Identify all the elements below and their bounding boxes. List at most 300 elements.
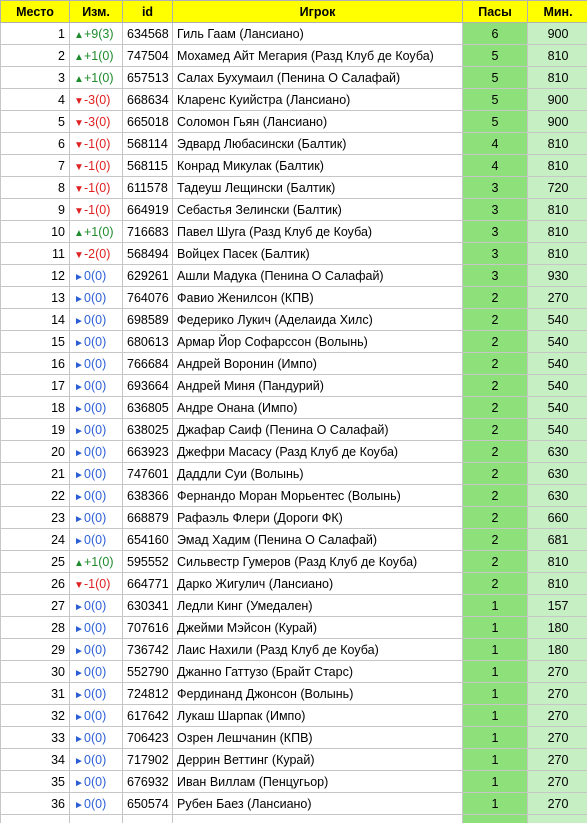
cell-change[interactable] xyxy=(70,573,123,595)
triangle-right-icon: ► xyxy=(74,535,84,547)
cell-change[interactable] xyxy=(70,529,123,551)
cell-change[interactable] xyxy=(70,199,123,221)
cell-minutes[interactable]: 810 xyxy=(528,45,587,67)
cell-change[interactable] xyxy=(70,243,123,265)
cell-pos[interactable]: 11 xyxy=(1,243,70,265)
cell-id[interactable]: 629261 xyxy=(123,265,173,287)
cell-change[interactable] xyxy=(70,309,123,331)
triangle-right-icon: ► xyxy=(74,469,84,481)
change-value: 0(0) xyxy=(84,378,107,393)
cell-player[interactable]: Гиль Гаам (Лансиано) xyxy=(173,23,463,45)
triangle-right-icon: ► xyxy=(74,601,84,613)
cell-passes[interactable]: 3 xyxy=(463,265,528,287)
change-value: -3(0) xyxy=(84,114,111,129)
cell-change[interactable] xyxy=(70,463,123,485)
triangle-right-icon: ► xyxy=(74,293,84,305)
cell-player[interactable]: Рафаэль Флери (Дороги ФК) xyxy=(173,507,463,529)
cell-minutes[interactable]: 540 xyxy=(528,375,587,397)
cell-pos[interactable]: 9 xyxy=(1,199,70,221)
triangle-down-icon: ▼ xyxy=(74,95,84,107)
cell-minutes[interactable]: 270 xyxy=(528,661,587,683)
table-row xyxy=(1,331,587,353)
change-value: 0(0) xyxy=(84,422,107,437)
change-value: -1(0) xyxy=(84,180,111,195)
cell-player[interactable]: Фавио Женилсон (КПВ) xyxy=(173,287,463,309)
cell-pos[interactable]: 24 xyxy=(1,529,70,551)
change-value: -1(0) xyxy=(84,136,111,151)
cell-id[interactable]: 650574 xyxy=(123,793,173,815)
header-pos[interactable]: Место xyxy=(1,1,70,23)
cell-minutes[interactable]: 270 xyxy=(528,727,587,749)
table-row xyxy=(1,155,587,177)
change-value: 0(0) xyxy=(84,686,107,701)
cell-pos[interactable]: 13 xyxy=(1,287,70,309)
cell-id[interactable]: 663923 xyxy=(123,441,173,463)
cell-player[interactable]: Соломон Гьян (Лансиано) xyxy=(173,111,463,133)
cell-id[interactable]: 634568 xyxy=(123,23,173,45)
cell-minutes[interactable]: 157 xyxy=(528,595,587,617)
cell-id[interactable]: 636805 xyxy=(123,397,173,419)
cell-player[interactable]: Даддли Суи (Волынь) xyxy=(173,463,463,485)
cell-passes[interactable]: 5 xyxy=(463,111,528,133)
triangle-right-icon: ► xyxy=(74,733,84,745)
cell-passes[interactable]: 2 xyxy=(463,309,528,331)
table-row xyxy=(1,89,587,111)
cell-pos[interactable]: 15 xyxy=(1,331,70,353)
table-row xyxy=(1,595,587,617)
cell-change[interactable] xyxy=(70,133,123,155)
cell-pos[interactable]: 33 xyxy=(1,727,70,749)
cell-passes[interactable]: 1 xyxy=(463,793,528,815)
triangle-down-icon: ▼ xyxy=(74,205,84,217)
header-id[interactable]: id xyxy=(123,1,173,23)
cell-passes[interactable]: 3 xyxy=(463,243,528,265)
cell-id[interactable]: 568114 xyxy=(123,133,173,155)
cell-pos[interactable]: 3 xyxy=(1,67,70,89)
cell-pos[interactable]: 27 xyxy=(1,595,70,617)
cell-change[interactable] xyxy=(70,45,123,67)
change-value: +1(0) xyxy=(84,554,114,569)
cell-id[interactable]: 766684 xyxy=(123,353,173,375)
cell-passes[interactable]: 2 xyxy=(463,529,528,551)
change-value: 0(0) xyxy=(84,510,107,525)
cell-player[interactable]: Сильвестр Гумеров (Разд Клуб де Коуба) xyxy=(173,551,463,573)
triangle-right-icon: ► xyxy=(74,381,84,393)
triangle-right-icon: ► xyxy=(74,425,84,437)
cell-player[interactable]: Иван Виллам (Пенцугьор) xyxy=(173,771,463,793)
cell-change[interactable] xyxy=(70,375,123,397)
table-row xyxy=(1,221,587,243)
cell-id[interactable]: 747504 xyxy=(123,45,173,67)
triangle-right-icon: ► xyxy=(74,689,84,701)
partial-row xyxy=(1,815,587,823)
cell-id[interactable]: 595552 xyxy=(123,551,173,573)
header-player[interactable]: Игрок xyxy=(173,1,463,23)
cell-id[interactable]: 654160 xyxy=(123,529,173,551)
cell-player[interactable]: Дарко Жигулич (Лансиано) xyxy=(173,573,463,595)
cell-passes[interactable]: 1 xyxy=(463,595,528,617)
change-value: +1(0) xyxy=(84,48,114,63)
triangle-right-icon: ► xyxy=(74,271,84,283)
cell-change[interactable] xyxy=(70,353,123,375)
cell-minutes[interactable]: 630 xyxy=(528,441,587,463)
cell-change[interactable] xyxy=(70,287,123,309)
change-value: 0(0) xyxy=(84,620,107,635)
table-row xyxy=(1,639,587,661)
table-row xyxy=(1,573,587,595)
cell-player[interactable]: Лаис Нахили (Разд Клуб де Коуба) xyxy=(173,639,463,661)
cell-passes[interactable]: 2 xyxy=(463,573,528,595)
cell-pos[interactable]: 20 xyxy=(1,441,70,463)
cell-change[interactable] xyxy=(70,793,123,815)
cell-passes[interactable]: 4 xyxy=(463,133,528,155)
triangle-up-icon: ▲ xyxy=(74,29,84,41)
cell-minutes[interactable]: 930 xyxy=(528,265,587,287)
cell-minutes[interactable]: 270 xyxy=(528,705,587,727)
cell-passes[interactable]: 5 xyxy=(463,89,528,111)
cell-passes[interactable]: 1 xyxy=(463,705,528,727)
cell-pos[interactable]: 14 xyxy=(1,309,70,331)
cell-pos[interactable]: 10 xyxy=(1,221,70,243)
cell-id[interactable]: 736742 xyxy=(123,639,173,661)
cell-passes[interactable]: 3 xyxy=(463,221,528,243)
table-row xyxy=(1,683,587,705)
cell-change[interactable] xyxy=(70,705,123,727)
triangle-right-icon: ► xyxy=(74,711,84,723)
cell-passes[interactable]: 2 xyxy=(463,331,528,353)
change-value: 0(0) xyxy=(84,664,107,679)
cell-pos[interactable]: 26 xyxy=(1,573,70,595)
cell-minutes[interactable]: 630 xyxy=(528,463,587,485)
cell-id[interactable]: 693664 xyxy=(123,375,173,397)
cell-change[interactable] xyxy=(70,111,123,133)
cell-pos[interactable]: 18 xyxy=(1,397,70,419)
triangle-right-icon: ► xyxy=(74,359,84,371)
cell-pos[interactable]: 36 xyxy=(1,793,70,815)
cell-pos[interactable]: 7 xyxy=(1,155,70,177)
cell-change[interactable] xyxy=(70,89,123,111)
cell-minutes[interactable]: 540 xyxy=(528,397,587,419)
change-value: -3(0) xyxy=(84,92,111,107)
cell-player[interactable]: Джанно Гаттузо (Брайт Старс) xyxy=(173,661,463,683)
table-row xyxy=(1,265,587,287)
header-row xyxy=(1,1,587,23)
header-change[interactable]: Изм. xyxy=(70,1,123,23)
cell-passes[interactable]: 1 xyxy=(463,661,528,683)
empty-cell[interactable] xyxy=(123,815,173,823)
cell-pos[interactable]: 32 xyxy=(1,705,70,727)
cell-minutes[interactable]: 810 xyxy=(528,67,587,89)
cell-pos[interactable]: 35 xyxy=(1,771,70,793)
cell-minutes[interactable]: 900 xyxy=(528,89,587,111)
cell-pos[interactable]: 21 xyxy=(1,463,70,485)
cell-minutes[interactable]: 540 xyxy=(528,331,587,353)
cell-passes[interactable]: 2 xyxy=(463,287,528,309)
cell-minutes[interactable]: 630 xyxy=(528,485,587,507)
cell-player[interactable]: Фердинанд Джонсон (Волынь) xyxy=(173,683,463,705)
cell-player[interactable]: Войцех Пасек (Балтик) xyxy=(173,243,463,265)
cell-pos[interactable]: 25 xyxy=(1,551,70,573)
cell-minutes[interactable]: 810 xyxy=(528,221,587,243)
cell-player[interactable]: Кларенс Куийстра (Лансиано) xyxy=(173,89,463,111)
cell-passes[interactable]: 5 xyxy=(463,67,528,89)
cell-passes[interactable]: 2 xyxy=(463,463,528,485)
cell-pos[interactable]: 31 xyxy=(1,683,70,705)
cell-minutes[interactable]: 810 xyxy=(528,573,587,595)
cell-player[interactable]: Эмад Хадим (Пенина О Салафай) xyxy=(173,529,463,551)
cell-player[interactable]: Рубен Баез (Лансиано) xyxy=(173,793,463,815)
cell-change[interactable] xyxy=(70,419,123,441)
cell-change[interactable] xyxy=(70,639,123,661)
cell-id[interactable]: 664919 xyxy=(123,199,173,221)
cell-id[interactable]: 630341 xyxy=(123,595,173,617)
cell-pos[interactable]: 30 xyxy=(1,661,70,683)
cell-id[interactable]: 747601 xyxy=(123,463,173,485)
cell-player[interactable]: Мохамед Айт Мегария (Разд Клуб де Коуба) xyxy=(173,45,463,67)
cell-passes[interactable]: 1 xyxy=(463,683,528,705)
change-value: 0(0) xyxy=(84,642,107,657)
cell-minutes[interactable]: 540 xyxy=(528,309,587,331)
cell-pos[interactable]: 12 xyxy=(1,265,70,287)
cell-player[interactable]: Деррин Веттинг (Курай) xyxy=(173,749,463,771)
triangle-down-icon: ▼ xyxy=(74,249,84,261)
cell-player[interactable]: Федерико Лукич (Аделаида Хилс) xyxy=(173,309,463,331)
cell-id[interactable]: 665018 xyxy=(123,111,173,133)
cell-id[interactable]: 764076 xyxy=(123,287,173,309)
table-row xyxy=(1,441,587,463)
cell-change[interactable] xyxy=(70,265,123,287)
change-value: 0(0) xyxy=(84,752,107,767)
cell-passes[interactable]: 1 xyxy=(463,771,528,793)
cell-pos[interactable]: 5 xyxy=(1,111,70,133)
triangle-up-icon: ▲ xyxy=(74,227,84,239)
cell-change[interactable] xyxy=(70,331,123,353)
cell-passes[interactable]: 4 xyxy=(463,155,528,177)
cell-player[interactable]: Салах Бухумаил (Пенина О Салафай) xyxy=(173,67,463,89)
cell-minutes[interactable]: 900 xyxy=(528,23,587,45)
cell-minutes[interactable]: 900 xyxy=(528,111,587,133)
cell-player[interactable]: Павел Шуга (Разд Клуб де Коуба) xyxy=(173,221,463,243)
cell-change[interactable] xyxy=(70,221,123,243)
cell-minutes[interactable]: 180 xyxy=(528,617,587,639)
cell-player[interactable]: Себастья Зелински (Балтик) xyxy=(173,199,463,221)
cell-id[interactable]: 698589 xyxy=(123,309,173,331)
cell-id[interactable]: 668879 xyxy=(123,507,173,529)
cell-player[interactable]: Ледли Кинг (Умедален) xyxy=(173,595,463,617)
cell-change[interactable] xyxy=(70,617,123,639)
cell-passes[interactable]: 5 xyxy=(463,45,528,67)
cell-player[interactable]: Озрен Лешчанин (КПВ) xyxy=(173,727,463,749)
cell-minutes[interactable]: 810 xyxy=(528,243,587,265)
triangle-right-icon: ► xyxy=(74,645,84,657)
cell-player[interactable]: Андрей Воронин (Импо) xyxy=(173,353,463,375)
cell-id[interactable]: 724812 xyxy=(123,683,173,705)
empty-cell[interactable] xyxy=(528,815,587,823)
cell-pos[interactable]: 28 xyxy=(1,617,70,639)
cell-pos[interactable]: 17 xyxy=(1,375,70,397)
cell-minutes[interactable]: 540 xyxy=(528,419,587,441)
table-body xyxy=(1,1,587,823)
table-row xyxy=(1,705,587,727)
cell-id[interactable]: 668634 xyxy=(123,89,173,111)
cell-player[interactable]: Фернандо Моран Морьентес (Волынь) xyxy=(173,485,463,507)
change-value: -2(0) xyxy=(84,246,111,261)
cell-passes[interactable]: 2 xyxy=(463,419,528,441)
cell-player[interactable]: Андре Онана (Импо) xyxy=(173,397,463,419)
cell-pos[interactable]: 16 xyxy=(1,353,70,375)
cell-minutes[interactable]: 270 xyxy=(528,793,587,815)
cell-id[interactable]: 568494 xyxy=(123,243,173,265)
cell-passes[interactable]: 6 xyxy=(463,23,528,45)
change-value: +1(0) xyxy=(84,70,114,85)
cell-pos[interactable]: 8 xyxy=(1,177,70,199)
cell-minutes[interactable]: 270 xyxy=(528,771,587,793)
table-row xyxy=(1,727,587,749)
cell-id[interactable]: 707616 xyxy=(123,617,173,639)
cell-passes[interactable]: 1 xyxy=(463,639,528,661)
cell-minutes[interactable]: 180 xyxy=(528,639,587,661)
table-row xyxy=(1,133,587,155)
triangle-right-icon: ► xyxy=(74,513,84,525)
triangle-down-icon: ▼ xyxy=(74,117,84,129)
cell-id[interactable]: 717902 xyxy=(123,749,173,771)
table-row xyxy=(1,485,587,507)
cell-id[interactable]: 706423 xyxy=(123,727,173,749)
cell-pos[interactable]: 2 xyxy=(1,45,70,67)
cell-minutes[interactable]: 681 xyxy=(528,529,587,551)
cell-pos[interactable]: 29 xyxy=(1,639,70,661)
cell-change[interactable] xyxy=(70,661,123,683)
cell-passes[interactable]: 2 xyxy=(463,353,528,375)
table-row xyxy=(1,793,587,815)
cell-player[interactable]: Тадеуш Лещински (Балтик) xyxy=(173,177,463,199)
cell-pos[interactable]: 23 xyxy=(1,507,70,529)
table-row xyxy=(1,45,587,67)
cell-change[interactable] xyxy=(70,485,123,507)
cell-id[interactable]: 568115 xyxy=(123,155,173,177)
cell-minutes[interactable]: 810 xyxy=(528,155,587,177)
change-value: 0(0) xyxy=(84,488,107,503)
cell-pos[interactable]: 19 xyxy=(1,419,70,441)
cell-change[interactable] xyxy=(70,67,123,89)
cell-change[interactable] xyxy=(70,177,123,199)
cell-passes[interactable]: 2 xyxy=(463,507,528,529)
empty-cell[interactable] xyxy=(463,815,528,823)
cell-minutes[interactable]: 810 xyxy=(528,551,587,573)
empty-cell[interactable] xyxy=(173,815,463,823)
cell-minutes[interactable]: 540 xyxy=(528,353,587,375)
cell-id[interactable]: 617642 xyxy=(123,705,173,727)
change-value: -1(0) xyxy=(84,576,111,591)
cell-player[interactable]: Лукаш Шарпак (Импо) xyxy=(173,705,463,727)
cell-minutes[interactable]: 720 xyxy=(528,177,587,199)
cell-pos[interactable]: 1 xyxy=(1,23,70,45)
cell-minutes[interactable]: 810 xyxy=(528,199,587,221)
cell-player[interactable]: Армар Йор Софарссон (Волынь) xyxy=(173,331,463,353)
cell-change[interactable] xyxy=(70,397,123,419)
cell-pos[interactable]: 4 xyxy=(1,89,70,111)
cell-passes[interactable]: 2 xyxy=(463,375,528,397)
cell-passes[interactable]: 1 xyxy=(463,617,528,639)
cell-passes[interactable]: 2 xyxy=(463,397,528,419)
cell-passes[interactable]: 1 xyxy=(463,727,528,749)
cell-change[interactable] xyxy=(70,683,123,705)
cell-change[interactable] xyxy=(70,507,123,529)
cell-minutes[interactable]: 270 xyxy=(528,683,587,705)
cell-change[interactable] xyxy=(70,551,123,573)
change-value: 0(0) xyxy=(84,334,107,349)
table-row xyxy=(1,23,587,45)
cell-pos[interactable]: 34 xyxy=(1,749,70,771)
cell-minutes[interactable]: 660 xyxy=(528,507,587,529)
empty-cell[interactable] xyxy=(70,815,123,823)
cell-minutes[interactable]: 270 xyxy=(528,287,587,309)
cell-player[interactable]: Джафар Саиф (Пенина О Салафай) xyxy=(173,419,463,441)
cell-passes[interactable]: 2 xyxy=(463,485,528,507)
cell-id[interactable]: 657513 xyxy=(123,67,173,89)
change-value: 0(0) xyxy=(84,356,107,371)
cell-minutes[interactable]: 810 xyxy=(528,133,587,155)
change-value: -1(0) xyxy=(84,158,111,173)
table-row xyxy=(1,749,587,771)
cell-change[interactable] xyxy=(70,595,123,617)
table-row xyxy=(1,353,587,375)
change-value: 0(0) xyxy=(84,400,107,415)
cell-id[interactable]: 638025 xyxy=(123,419,173,441)
cell-change[interactable] xyxy=(70,771,123,793)
cell-change[interactable] xyxy=(70,155,123,177)
cell-change[interactable] xyxy=(70,749,123,771)
cell-minutes[interactable]: 270 xyxy=(528,749,587,771)
cell-player[interactable]: Эдвард Любасински (Балтик) xyxy=(173,133,463,155)
cell-passes[interactable]: 3 xyxy=(463,199,528,221)
cell-passes[interactable]: 2 xyxy=(463,551,528,573)
table-row xyxy=(1,199,587,221)
header-minutes[interactable]: Мин. xyxy=(528,1,587,23)
change-value: 0(0) xyxy=(84,268,107,283)
cell-id[interactable]: 638366 xyxy=(123,485,173,507)
cell-passes[interactable]: 2 xyxy=(463,441,528,463)
table-row xyxy=(1,397,587,419)
cell-player[interactable]: Джефри Масасу (Разд Клуб де Коуба) xyxy=(173,441,463,463)
cell-pos[interactable]: 6 xyxy=(1,133,70,155)
cell-id[interactable]: 676932 xyxy=(123,771,173,793)
cell-player[interactable]: Андрей Миня (Пандурий) xyxy=(173,375,463,397)
triangle-right-icon: ► xyxy=(74,623,84,635)
cell-id[interactable]: 552790 xyxy=(123,661,173,683)
triangle-right-icon: ► xyxy=(74,447,84,459)
cell-id[interactable]: 611578 xyxy=(123,177,173,199)
cell-player[interactable]: Джейми Мэйсон (Курай) xyxy=(173,617,463,639)
triangle-right-icon: ► xyxy=(74,755,84,767)
cell-passes[interactable]: 3 xyxy=(463,177,528,199)
cell-id[interactable]: 664771 xyxy=(123,573,173,595)
cell-passes[interactable]: 1 xyxy=(463,749,528,771)
cell-pos[interactable]: 22 xyxy=(1,485,70,507)
cell-player[interactable]: Ашли Мадука (Пенина О Салафай) xyxy=(173,265,463,287)
cell-id[interactable]: 716683 xyxy=(123,221,173,243)
cell-id[interactable]: 680613 xyxy=(123,331,173,353)
cell-change[interactable] xyxy=(70,441,123,463)
table-row xyxy=(1,111,587,133)
cell-change[interactable] xyxy=(70,23,123,45)
empty-cell[interactable] xyxy=(1,815,70,823)
cell-player[interactable]: Конрад Микулак (Балтик) xyxy=(173,155,463,177)
table-row xyxy=(1,309,587,331)
cell-change[interactable] xyxy=(70,727,123,749)
header-passes[interactable]: Пасы xyxy=(463,1,528,23)
triangle-down-icon: ▼ xyxy=(74,161,84,173)
